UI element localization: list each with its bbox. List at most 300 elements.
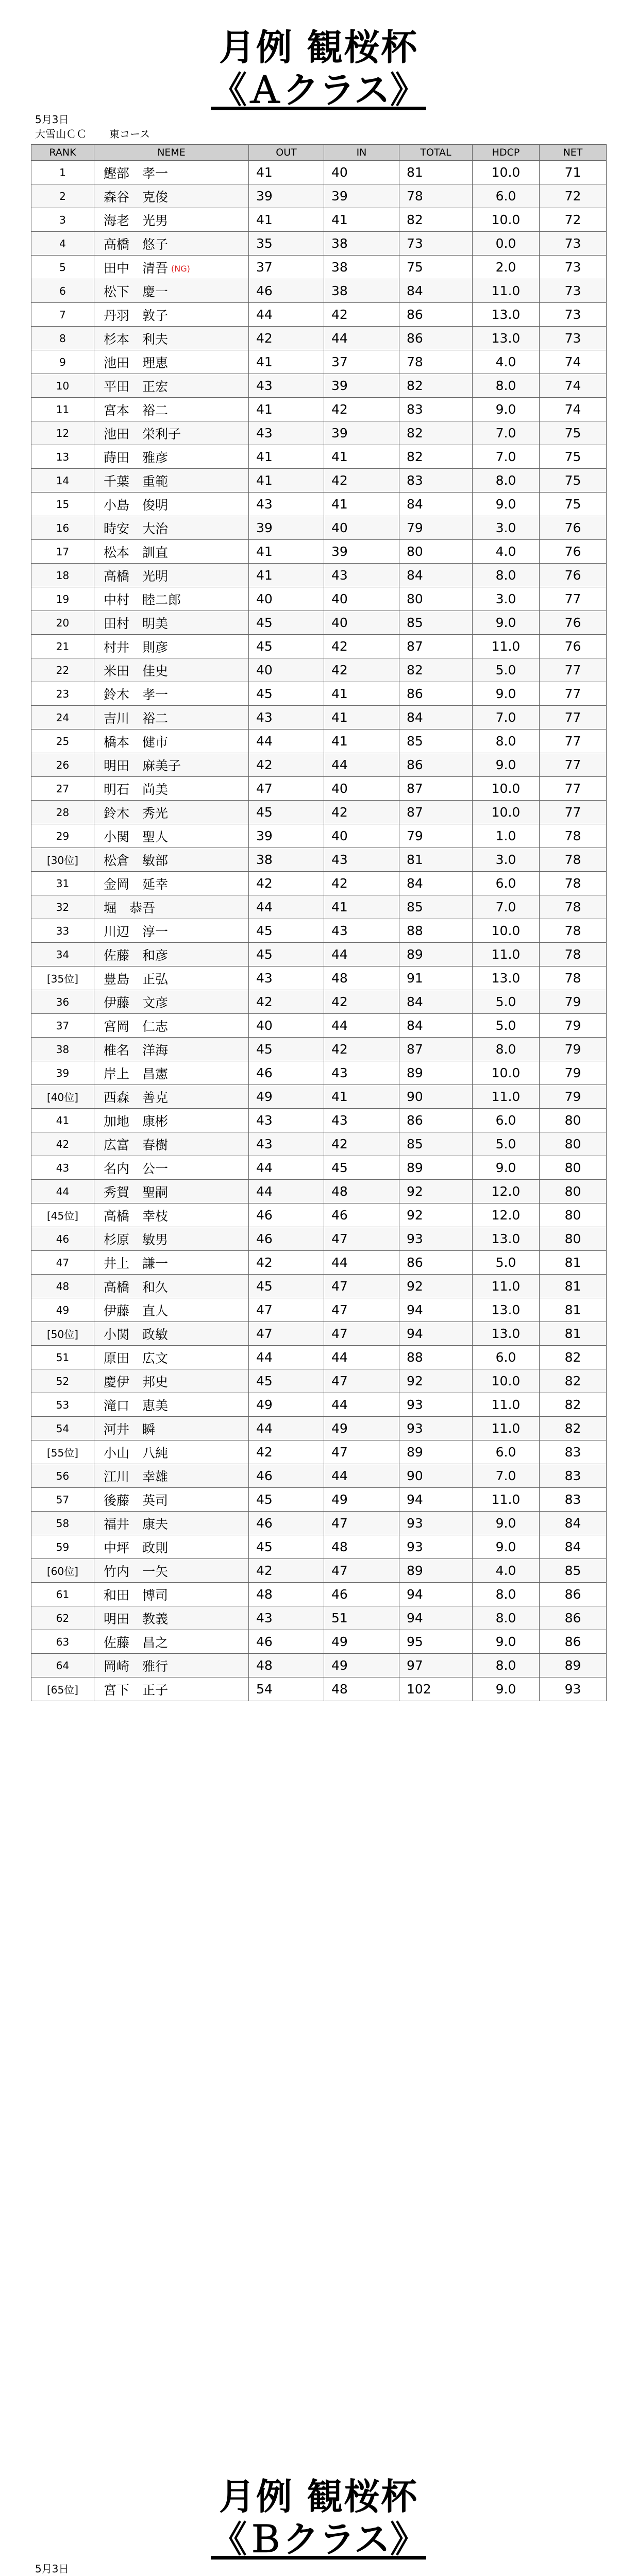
in-score (324, 801, 399, 824)
in-score-text: 39 (331, 378, 348, 393)
rank-cell-text: 9 (59, 355, 66, 368)
rank-cell (31, 777, 94, 801)
net-score-text: 76 (564, 544, 581, 559)
total-score-text: 82 (407, 426, 423, 440)
in-score (324, 872, 399, 895)
handicap (473, 1583, 540, 1606)
rank-cell (31, 706, 94, 730)
table-row (31, 516, 607, 540)
net-score (540, 1156, 607, 1180)
net-score-text: 72 (564, 212, 581, 227)
out-score-text: 41 (256, 473, 273, 488)
in-score (324, 256, 399, 279)
handicap-text: 13.0 (491, 1231, 521, 1246)
total-score (399, 1654, 473, 1677)
total-score-text: 87 (407, 639, 423, 654)
player-name (94, 1038, 249, 1061)
in-score (324, 445, 399, 469)
in-score-text: 48 (331, 1184, 348, 1199)
class-b-section (31, 2476, 606, 2576)
rank-cell-text: 2 (59, 190, 66, 202)
rank-cell-text: [55位] (46, 1447, 79, 1459)
in-score (324, 540, 399, 564)
age-category-badge: (NG) (171, 264, 190, 274)
table-row (31, 1014, 607, 1038)
table-row (31, 1322, 607, 1346)
total-score (399, 1677, 473, 1701)
handicap (473, 1512, 540, 1535)
rank-cell-text: 53 (56, 1398, 70, 1411)
rank-cell (31, 398, 94, 421)
player-name (94, 184, 249, 208)
out-score-text: 41 (256, 449, 273, 464)
rank-cell (31, 1535, 94, 1559)
net-score (540, 1606, 607, 1630)
rank-cell (31, 1156, 94, 1180)
in-score (324, 493, 399, 516)
table-row (31, 1227, 607, 1251)
player-name (94, 753, 249, 777)
page-title: 月例 観桜杯 (219, 2476, 418, 2518)
rank-cell (31, 208, 94, 232)
out-score-text: 46 (256, 1208, 273, 1223)
rank-cell-text: 24 (56, 711, 70, 724)
in-score (324, 1085, 399, 1109)
rank-cell-text: 42 (56, 1138, 70, 1150)
table-row (31, 1488, 607, 1512)
net-score (540, 184, 607, 208)
total-score (399, 1583, 473, 1606)
player-name-text: 松下 慶一 (104, 284, 169, 299)
table-row (31, 208, 607, 232)
total-score-text: 81 (407, 165, 423, 180)
out-score-text: 40 (256, 1018, 273, 1033)
in-score (324, 1038, 399, 1061)
rank-cell (31, 1085, 94, 1109)
total-score-text: 78 (407, 189, 423, 204)
handicap (473, 1204, 540, 1227)
out-score (249, 1440, 324, 1464)
in-score (324, 469, 399, 493)
total-score (399, 421, 473, 445)
player-name (94, 943, 249, 967)
col-net-header: NET (540, 145, 607, 161)
in-score (324, 1440, 399, 1464)
col-total-header: TOTAL (399, 145, 473, 161)
in-score-text: 43 (331, 568, 348, 583)
out-score (249, 848, 324, 872)
in-score (324, 1583, 399, 1606)
table-row (31, 1251, 607, 1275)
total-score-text: 83 (407, 473, 423, 488)
rank-cell-text: 32 (56, 901, 70, 913)
table-row (31, 682, 607, 706)
in-score (324, 1488, 399, 1512)
player-name-text: 小山 八純 (104, 1445, 169, 1461)
net-score-text: 83 (564, 1468, 581, 1483)
total-score-text: 83 (407, 402, 423, 417)
player-name (94, 1440, 249, 1464)
player-name-text: 松本 訓直 (104, 545, 169, 560)
in-score-text: 38 (331, 236, 348, 251)
in-score (324, 1322, 399, 1346)
player-name-text: 西森 善克 (104, 1090, 169, 1105)
in-score (324, 730, 399, 753)
rank-cell-text: 20 (56, 616, 70, 629)
table-row (31, 1061, 607, 1085)
player-name-text: 小関 政敏 (104, 1327, 169, 1342)
page-title: 月例 観桜杯 (219, 26, 418, 69)
in-score-text: 40 (331, 520, 348, 535)
in-score (324, 611, 399, 635)
in-score (324, 1227, 399, 1251)
total-score-text: 92 (407, 1184, 423, 1199)
player-name (94, 1298, 249, 1322)
total-score-text: 92 (407, 1374, 423, 1388)
player-name (94, 564, 249, 587)
total-score (399, 445, 473, 469)
out-score (249, 587, 324, 611)
in-score (324, 1393, 399, 1417)
in-score (324, 1275, 399, 1298)
in-score-text: 43 (331, 1065, 348, 1080)
in-score (324, 706, 399, 730)
player-name (94, 872, 249, 895)
handicap-text: 10.0 (491, 165, 521, 180)
in-score (324, 1369, 399, 1393)
player-name-text: 杉本 利夫 (104, 331, 169, 347)
out-score-text: 39 (256, 520, 273, 535)
handicap-text: 4.0 (495, 354, 516, 369)
total-score-text: 86 (407, 1255, 423, 1270)
handicap (473, 493, 540, 516)
net-score (540, 990, 607, 1014)
player-name-text: 時安 大治 (104, 521, 169, 536)
in-score (324, 279, 399, 303)
handicap (473, 1132, 540, 1156)
total-score (399, 469, 473, 493)
handicap (473, 967, 540, 990)
out-score (249, 895, 324, 919)
player-name (94, 1559, 249, 1583)
net-score (540, 872, 607, 895)
player-name-text: 松倉 敏部 (104, 853, 169, 868)
out-score-text: 42 (256, 876, 273, 891)
net-score-text: 86 (564, 1611, 581, 1625)
out-score (249, 540, 324, 564)
rank-cell-text: 23 (56, 687, 70, 700)
total-score-text: 94 (407, 1326, 423, 1341)
in-score-text: 37 (331, 354, 348, 369)
rank-cell (31, 990, 94, 1014)
rank-cell (31, 564, 94, 587)
handicap (473, 1488, 540, 1512)
total-score-text: 75 (407, 260, 423, 275)
rank-cell-text: 25 (56, 735, 70, 748)
total-score-text: 79 (407, 520, 423, 535)
out-score (249, 398, 324, 421)
player-name (94, 1393, 249, 1417)
total-score (399, 161, 473, 184)
rank-cell (31, 350, 94, 374)
player-name (94, 493, 249, 516)
player-name-text: 平田 正宏 (104, 379, 169, 394)
total-score-text: 84 (407, 1018, 423, 1033)
rank-cell (31, 1322, 94, 1346)
rank-cell-text: [30位] (46, 854, 79, 867)
player-name-text: 中坪 政則 (104, 1540, 169, 1555)
handicap-text: 5.0 (495, 1018, 516, 1033)
out-score (249, 327, 324, 350)
total-score (399, 1109, 473, 1132)
net-score (540, 374, 607, 398)
net-score-text: 75 (564, 497, 581, 512)
handicap-text: 11.0 (491, 1421, 521, 1436)
player-name-text: 金岡 延幸 (104, 876, 169, 892)
in-score (324, 374, 399, 398)
table-row (31, 635, 607, 658)
rank-cell (31, 1346, 94, 1369)
out-score (249, 1417, 324, 1440)
net-score (540, 682, 607, 706)
rank-cell-text: 59 (56, 1540, 70, 1553)
out-score (249, 184, 324, 208)
handicap-text: 5.0 (495, 1137, 516, 1151)
in-score (324, 1132, 399, 1156)
rank-cell (31, 848, 94, 872)
net-score (540, 1677, 607, 1701)
net-score-text: 78 (564, 923, 581, 938)
total-score-text: 94 (407, 1611, 423, 1625)
handicap (473, 303, 540, 327)
player-name (94, 1180, 249, 1204)
rank-cell-text: 7 (59, 308, 66, 321)
player-name (94, 1275, 249, 1298)
in-score-text: 40 (331, 781, 348, 796)
in-score-text: 44 (331, 1468, 348, 1483)
rank-cell-text: 31 (56, 877, 70, 890)
rank-cell-text: 63 (56, 1635, 70, 1648)
player-name (94, 706, 249, 730)
total-score (399, 635, 473, 658)
total-score (399, 350, 473, 374)
out-score (249, 801, 324, 824)
handicap-text: 2.0 (495, 260, 516, 275)
player-name (94, 256, 249, 279)
rank-cell-text: 36 (56, 995, 70, 1008)
out-score-text: 41 (256, 402, 273, 417)
total-score (399, 1132, 473, 1156)
player-name (94, 327, 249, 350)
rank-cell (31, 469, 94, 493)
net-score-text: 76 (564, 568, 581, 583)
col-name-header: NEME (94, 145, 249, 161)
out-score (249, 350, 324, 374)
handicap-text: 6.0 (495, 876, 516, 891)
out-score-text: 39 (256, 189, 273, 204)
rank-cell (31, 824, 94, 848)
handicap-text: 8.0 (495, 1658, 516, 1673)
net-score-text: 77 (564, 805, 581, 820)
total-score (399, 398, 473, 421)
rank-cell (31, 587, 94, 611)
total-score-text: 91 (407, 971, 423, 986)
net-score-text: 74 (564, 402, 581, 417)
handicap (473, 1156, 540, 1180)
table-row (31, 327, 607, 350)
player-name-text: 吉川 裕二 (104, 710, 169, 726)
in-score (324, 564, 399, 587)
in-score-text: 49 (331, 1634, 348, 1649)
in-score (324, 919, 399, 943)
player-name-text: 明石 尚美 (104, 782, 169, 797)
total-score-text: 90 (407, 1089, 423, 1104)
net-score (540, 208, 607, 232)
class-subtitle: 《Ａクラス》 (211, 69, 426, 111)
net-score-text: 80 (564, 1137, 581, 1151)
player-name (94, 1606, 249, 1630)
rank-cell-text: 61 (56, 1588, 70, 1601)
net-score-text: 75 (564, 426, 581, 440)
rank-cell (31, 872, 94, 895)
player-name (94, 1109, 249, 1132)
in-score (324, 398, 399, 421)
handicap-text: 13.0 (491, 307, 521, 322)
total-score-text: 79 (407, 828, 423, 843)
player-name (94, 658, 249, 682)
total-score (399, 919, 473, 943)
in-score-text: 40 (331, 615, 348, 630)
handicap-text: 10.0 (491, 212, 521, 227)
net-score (540, 256, 607, 279)
total-score (399, 801, 473, 824)
in-score (324, 682, 399, 706)
total-score-text: 85 (407, 1137, 423, 1151)
in-score-text: 41 (331, 1089, 348, 1104)
in-score (324, 1156, 399, 1180)
total-score-text: 87 (407, 781, 423, 796)
handicap-text: 9.0 (495, 497, 516, 512)
in-score-text: 46 (331, 1208, 348, 1223)
class-subtitle: 《Ｂクラス》 (211, 2518, 426, 2561)
rank-cell-text: 51 (56, 1351, 70, 1364)
player-name (94, 445, 249, 469)
player-name (94, 1132, 249, 1156)
player-name (94, 919, 249, 943)
out-score (249, 682, 324, 706)
rank-cell (31, 1559, 94, 1583)
net-score (540, 706, 607, 730)
handicap (473, 1677, 540, 1701)
out-score-text: 39 (256, 828, 273, 843)
net-score-text: 82 (564, 1350, 581, 1365)
in-score (324, 1677, 399, 1701)
out-score-text: 44 (256, 1184, 273, 1199)
player-name-text: 佐藤 和彦 (104, 947, 169, 963)
rank-cell (31, 327, 94, 350)
player-name-text: 井上 謙一 (104, 1256, 169, 1271)
net-score-text: 82 (564, 1397, 581, 1412)
out-score (249, 232, 324, 256)
player-name (94, 1369, 249, 1393)
rank-cell-text: 3 (59, 213, 66, 226)
in-score-text: 41 (331, 734, 348, 749)
player-name-text: 小島 俊明 (104, 497, 169, 513)
out-score (249, 469, 324, 493)
out-score (249, 279, 324, 303)
net-score (540, 967, 607, 990)
rank-cell (31, 232, 94, 256)
table-row (31, 1180, 607, 1204)
handicap (473, 350, 540, 374)
in-score-text: 41 (331, 900, 348, 914)
rank-cell-text: 27 (56, 782, 70, 795)
table-row (31, 1298, 607, 1322)
in-score-text: 43 (331, 923, 348, 938)
rank-cell-text: 8 (59, 332, 66, 345)
handicap (473, 1346, 540, 1369)
rank-cell-text: 62 (56, 1612, 70, 1624)
player-name-text: 田村 明美 (104, 616, 169, 631)
rank-cell-text: 15 (56, 498, 70, 511)
total-score (399, 1085, 473, 1109)
player-name-text: 宮本 裕二 (104, 402, 169, 418)
player-name-text: 堀 恭吾 (104, 900, 156, 916)
out-score-text: 48 (256, 1587, 273, 1602)
handicap (473, 848, 540, 872)
handicap-text: 10.0 (491, 923, 521, 938)
handicap-text: 6.0 (495, 1113, 516, 1128)
net-score (540, 161, 607, 184)
rank-cell (31, 635, 94, 658)
table-row (31, 706, 607, 730)
total-score-text: 88 (407, 1350, 423, 1365)
tee-name: 東コース (109, 128, 150, 140)
in-score-text: 42 (331, 473, 348, 488)
out-score-text: 41 (256, 354, 273, 369)
out-score (249, 1488, 324, 1512)
net-score (540, 1393, 607, 1417)
in-score-text: 47 (331, 1374, 348, 1388)
total-score-text: 95 (407, 1634, 423, 1649)
out-score-text: 41 (256, 544, 273, 559)
out-score (249, 1204, 324, 1227)
net-score (540, 1038, 607, 1061)
rank-cell-text: 13 (56, 450, 70, 463)
net-score (540, 777, 607, 801)
out-score-text: 49 (256, 1397, 273, 1412)
total-score (399, 540, 473, 564)
handicap (473, 516, 540, 540)
rank-cell (31, 516, 94, 540)
net-score-text: 79 (564, 1065, 581, 1080)
net-score-text: 73 (564, 260, 581, 275)
handicap-text: 5.0 (495, 994, 516, 1009)
total-score (399, 1346, 473, 1369)
out-score (249, 919, 324, 943)
total-score-text: 89 (407, 1445, 423, 1460)
total-score-text: 94 (407, 1492, 423, 1507)
player-name (94, 516, 249, 540)
rank-cell-text: [45位] (46, 1210, 79, 1222)
total-score (399, 1417, 473, 1440)
table-header (31, 145, 607, 161)
net-score-text: 78 (564, 828, 581, 843)
total-score-text: 82 (407, 449, 423, 464)
rank-cell (31, 1014, 94, 1038)
in-score (324, 587, 399, 611)
rank-cell-text: 16 (56, 521, 70, 534)
